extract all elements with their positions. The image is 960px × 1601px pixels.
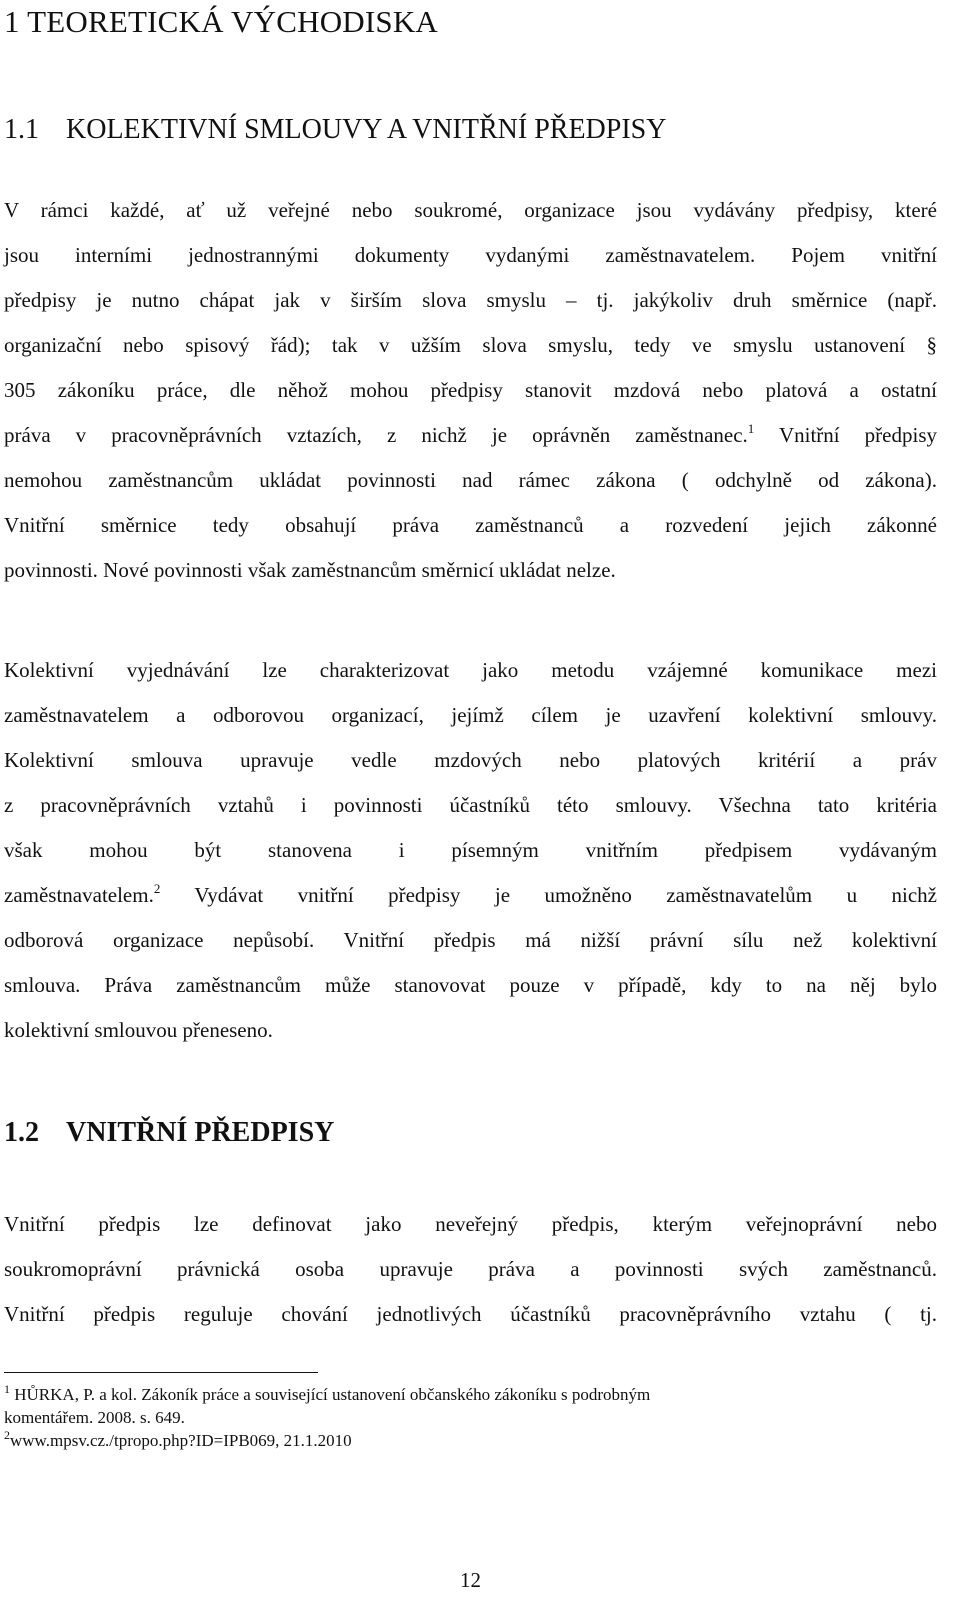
footnote-reference-2[interactable]: 2 <box>153 881 161 896</box>
text-line: nemohou zaměstnancům ukládat povinnosti nad rámec zákona ( odchylně od zákona). <box>4 468 937 492</box>
section-number: 1.1 <box>4 114 39 145</box>
text-line: Kolektivní vyjednávání lze charakterizovat jako metodu vzájemné komunikace mezi <box>4 658 937 682</box>
text-fragment: zaměstnavatelem. <box>4 883 154 907</box>
text-line: z pracovněprávních vztahů i povinnosti účastníků této smlouvy. Všechna tato kritéria <box>4 793 937 817</box>
text-fragment: Vnitřní předpisy <box>754 423 937 447</box>
text-line: jsou interními jednostrannými dokumenty vydanými zaměstnavatelem. Pojem vnitřní <box>4 243 937 267</box>
text-line: soukromoprávní právnická osoba upravuje práva a povinnosti svých zaměstnanců. <box>4 1257 937 1281</box>
text-line: Vnitřní směrnice tedy obsahují práva zaměstnanců a rozvedení jejich zákonné <box>4 513 937 537</box>
footnote-mark: 2 <box>4 1428 10 1442</box>
text-line: organizační nebo spisový řád); tak v užším slova smyslu, tedy ve smyslu ustanovení § <box>4 333 937 357</box>
text-fragment: práva v pracovněprávních vztazích, z nichž je oprávněn zaměstnanec. <box>4 423 748 447</box>
footnote-1-continuation: komentářem. 2008. s. 649. <box>4 1408 185 1427</box>
text-line: V rámci každé, ať už veřejné nebo soukromé, organizace jsou vydávány předpisy, které <box>4 198 937 222</box>
text-line-with-footnote <box>4 873 937 918</box>
text-line: však mohou být stanovena i písemným vnitřním předpisem vydávaným <box>4 838 937 862</box>
text-line: Vnitřní předpis reguluje chování jednotlivých účastníků pracovněprávního vztahu ( tj. <box>4 1302 937 1326</box>
text-fragment: Vydávat vnitřní předpisy je umožněno zaměstnavatelům u nichž <box>160 883 937 907</box>
section-title: VNITŘNÍ PŘEDPISY <box>66 1117 335 1148</box>
footnote-2 <box>4 1429 937 1452</box>
section-heading-1-1 <box>4 114 666 146</box>
section-heading-1-2 <box>4 1117 334 1149</box>
footnote-1 <box>4 1383 937 1406</box>
text-line: 305 zákoníku práce, dle něhož mohou předpisy stanovit mzdová nebo platová a ostatní <box>4 378 937 402</box>
text-line: zaměstnavatelem a odborovou organizací, jejímž cílem je uzavření kolektivní smlouvy. <box>4 703 937 727</box>
paragraph-internal-regulations <box>4 188 937 593</box>
section-number: 1.2 <box>4 1117 39 1148</box>
paragraph-collective-bargaining <box>4 648 937 1053</box>
footnote-text: HŮRKA, P. a kol. Zákoník práce a související ustanovení občanského zákoníku s podrobným <box>10 1385 651 1404</box>
text-line: Vnitřní předpis lze definovat jako neveřejný předpis, kterým veřejnoprávní nebo <box>4 1212 937 1236</box>
text-line: povinnosti. Nové povinnosti však zaměstnancům směrnicí ukládat nelze. <box>4 558 616 582</box>
text-line: smlouva. Práva zaměstnancům může stanovovat pouze v případě, kdy to na něj bylo <box>4 973 937 997</box>
footnote-reference-1[interactable]: 1 <box>747 421 755 436</box>
text-line: předpisy je nutno chápat jak v širším slova smyslu – tj. jakýkoliv druh směrnice (např. <box>4 288 937 312</box>
text-line: kolektivní smlouvou přeneseno. <box>4 1018 273 1042</box>
chapter-heading: 1 TEORETICKÁ VÝCHODISKA <box>4 4 439 39</box>
page-number: 12 <box>460 1568 481 1592</box>
paragraph-internal-regulation-definition <box>4 1202 937 1337</box>
footnotes <box>4 1383 937 1452</box>
section-title: KOLEKTIVNÍ SMLOUVY A VNITŘNÍ PŘEDPISY <box>66 114 667 145</box>
text-line: Kolektivní smlouva upravuje vedle mzdových nebo platových kritérií a práv <box>4 748 937 772</box>
text-line: odborová organizace nepůsobí. Vnitřní předpis má nižší právní sílu než kolektivní <box>4 928 937 952</box>
footnote-mark: 1 <box>4 1382 10 1396</box>
footnote-separator <box>4 1372 318 1373</box>
text-line-with-footnote <box>4 413 937 458</box>
footnote-link[interactable]: www.mpsv.cz./tpropo.php?ID=IPB069, 21.1.2010 <box>10 1431 352 1450</box>
